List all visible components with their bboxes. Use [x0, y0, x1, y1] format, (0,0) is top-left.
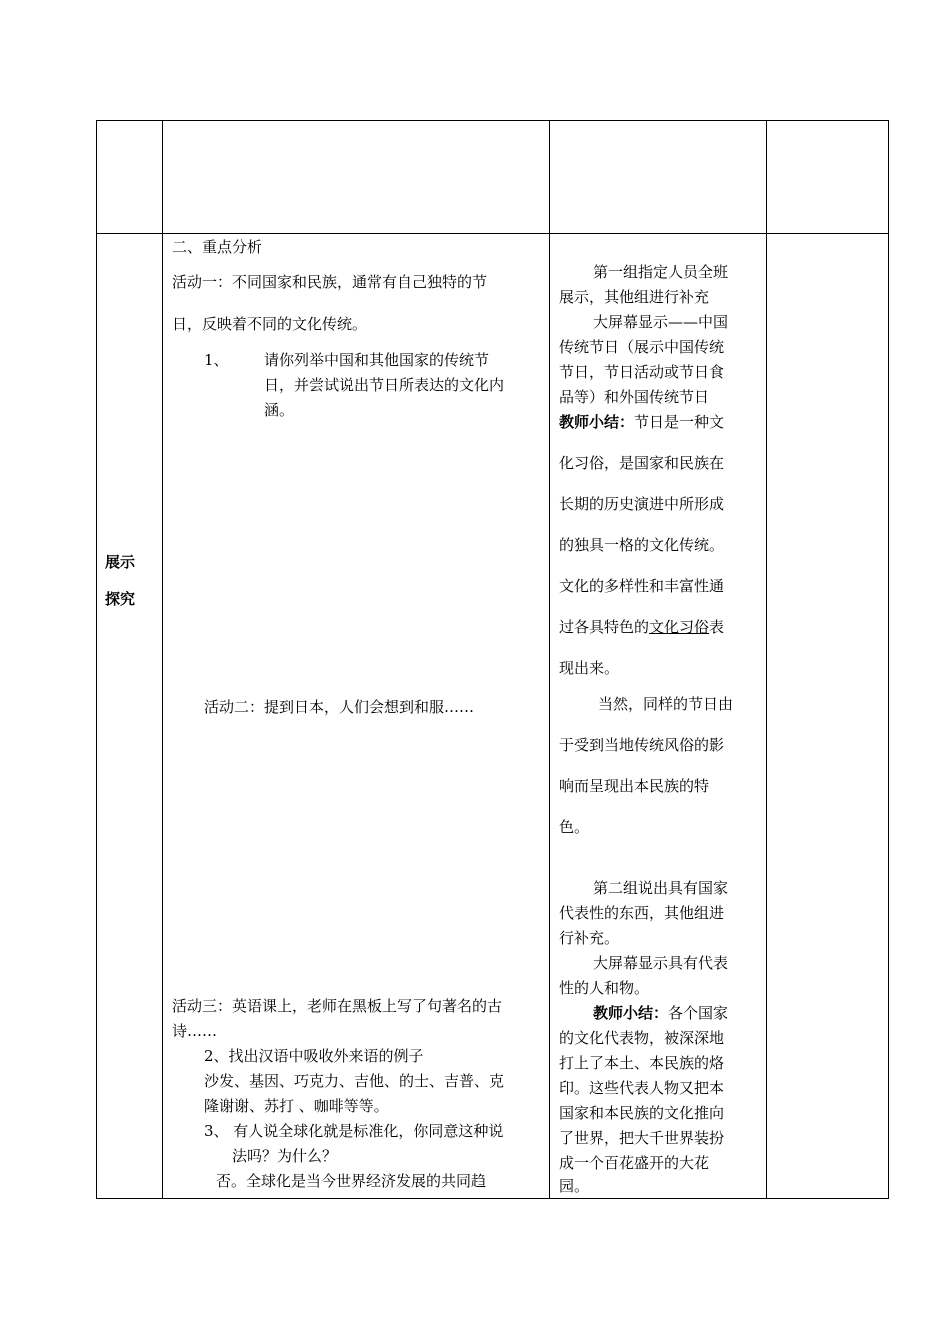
teacher-summary-1: 长期的历史演进中所形成 — [559, 495, 725, 513]
group2-text: 第二组说出具有国家 — [593, 879, 729, 897]
activity2-text: 活动二：提到日本，人们会想到和服…… — [204, 698, 475, 716]
screen-display-text-2: 大屏幕显示具有代表 — [593, 954, 729, 972]
teacher-summary-1: 过各具特色的文化习俗表 — [559, 618, 725, 636]
festival-note: 响而呈现出本民族的特 — [559, 777, 710, 795]
question1-number: 1、 — [204, 351, 229, 369]
festival-note: 于受到当地传统风俗的影 — [559, 736, 725, 754]
question3-answer: 否。全球化是当今世界经济发展的共同趋 — [216, 1172, 487, 1190]
column-divider — [162, 121, 163, 1198]
teacher-summary-1: 的独具一格的文化传统。 — [559, 536, 725, 554]
question3-text: 3、 有人说全球化就是标准化，你同意这种说 — [204, 1122, 504, 1140]
festival-note: 当然，同样的节日由 — [598, 695, 734, 713]
teacher-summary-2: 了世界，把大千世界装扮 — [559, 1129, 725, 1147]
teacher-summary-2: 成一个百花盛开的大花 — [559, 1154, 710, 1172]
row-label-line1: 展示 — [105, 553, 136, 571]
group2-text: 代表性的东西，其他组进 — [559, 904, 725, 922]
question2-answer: 隆谢谢、苏打 、咖啡等等。 — [204, 1097, 389, 1115]
screen-display-text-2: 性的人和物。 — [559, 979, 650, 997]
screen-display-text: 传统节日（展示中国传统 — [559, 338, 725, 356]
column-divider — [766, 121, 767, 1198]
festival-note: 色。 — [559, 818, 590, 836]
row-divider — [97, 233, 888, 234]
group1-text: 展示，其他组进行补充 — [559, 288, 710, 306]
activity1-text: 日，反映着不同的文化传统。 — [172, 315, 368, 333]
teacher-summary-2: 印。这些代表人物又把本 — [559, 1079, 725, 1097]
teacher-summary-2: 园。 — [559, 1177, 590, 1195]
teacher-summary-2: 的文化代表物，被深深地 — [559, 1029, 725, 1047]
question1-text: 请你列举中国和其他国家的传统节 — [264, 351, 490, 369]
summary-label: 教师小结： — [593, 1004, 669, 1022]
section-heading: 二、重点分析 — [172, 238, 263, 256]
question3-text: 法吗？为什么？ — [232, 1147, 338, 1165]
group2-text: 行补充。 — [559, 929, 620, 947]
group1-text: 第一组指定人员全班 — [593, 263, 729, 281]
teacher-summary-1: 教师小结：节日是一种文 — [559, 413, 725, 431]
question2-answer: 沙发、基因、巧克力、吉他、的士、吉普、克 — [204, 1072, 505, 1090]
activity3-text: 活动三：英语课上，老师在黑板上写了句著名的古 — [172, 997, 503, 1015]
teacher-summary-2: 国家和本民族的文化推向 — [559, 1104, 725, 1122]
activity1-text: 活动一：不同国家和民族，通常有自己独特的节 — [172, 273, 488, 291]
screen-display-text: 大屏幕显示——中国 — [593, 313, 729, 331]
screen-display-text: 节日，节日活动或节日食 — [559, 363, 725, 381]
question1-text: 日，并尝试说出节日所表达的文化内 — [264, 376, 505, 394]
question2-text: 2、找出汉语中吸收外来语的例子 — [204, 1047, 424, 1065]
row-label-line2: 探究 — [105, 590, 136, 608]
activity3-text: 诗…… — [172, 1022, 218, 1040]
teacher-summary-1: 现出来。 — [559, 659, 620, 677]
summary-label: 教师小结： — [559, 413, 635, 431]
screen-display-text: 品等）和外国传统节日 — [559, 388, 710, 406]
column-divider — [549, 121, 550, 1198]
underlined-term: 文化习俗 — [649, 618, 710, 636]
teacher-summary-1: 化习俗，是国家和民族在 — [559, 454, 725, 472]
teacher-summary-2: 教师小结：各个国家 — [593, 1004, 729, 1022]
question1-text: 涵。 — [264, 401, 295, 419]
teacher-summary-2: 打上了本土、本民族的烙 — [559, 1054, 725, 1072]
teacher-summary-1: 文化的多样性和丰富性通 — [559, 577, 725, 595]
